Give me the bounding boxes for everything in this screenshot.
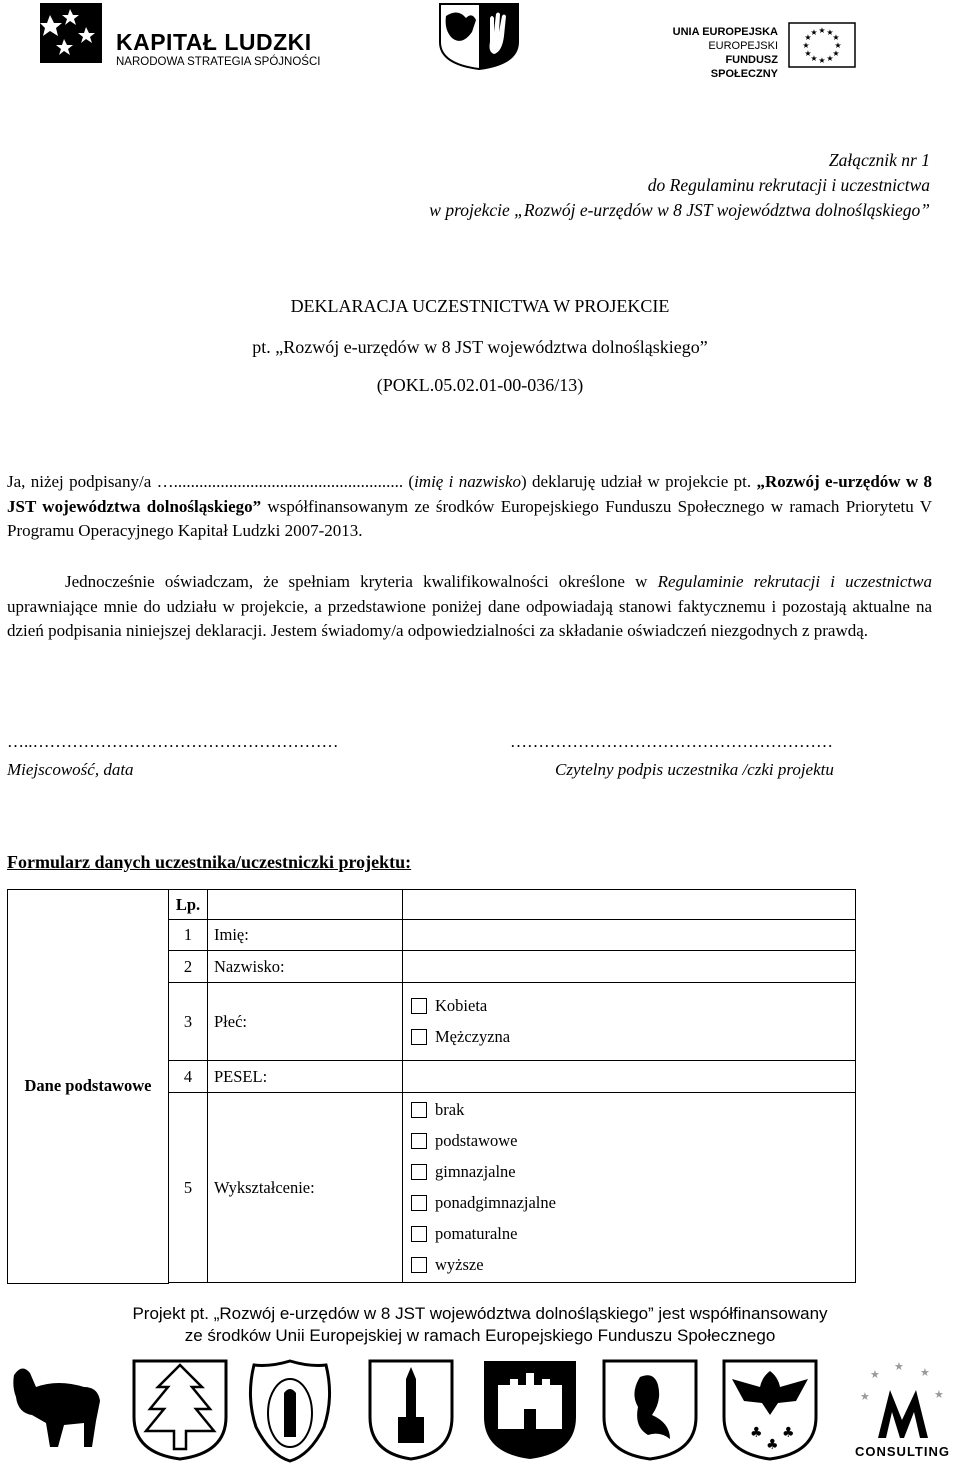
place-date-field[interactable]: …..……………………………………………… [7, 732, 339, 751]
pesel-label: PESEL: [208, 1061, 403, 1093]
checkbox-edu-none[interactable] [411, 1102, 427, 1118]
m-consulting-emblem-icon [850, 1360, 955, 1444]
mermaid-crest-icon [600, 1357, 700, 1461]
svg-text:★: ★ [920, 1366, 930, 1379]
section-label: Dane podstawowe [8, 890, 169, 1284]
svg-text:★: ★ [826, 28, 834, 37]
eu-line1: UNIA EUROPEJSKA [672, 26, 778, 38]
tree-crest-icon [130, 1357, 230, 1461]
svg-text:★: ★ [870, 1368, 880, 1381]
svg-text:♣: ♣ [766, 1437, 779, 1453]
svg-text:★: ★ [832, 49, 840, 58]
last-name-label: Nazwisko: [208, 951, 403, 983]
svg-text:★: ★ [818, 56, 826, 65]
svg-text:★: ★ [810, 28, 818, 37]
footer-line1: Projekt pt. „Rozwój e-urzędów w 8 JST województwa dolnośląskiego” jest współfinansowany [132, 1304, 828, 1323]
education-options: brak podstawowe gimnazjalne ponadgimnazjalne pomaturalne wyższe [403, 1093, 856, 1283]
place-date-label: Miejscowość, data [7, 760, 134, 779]
footer-text [0, 1303, 960, 1347]
project-code: (POKL.05.02.01-00-036/13) [376, 375, 584, 395]
form-heading: Formularz danych uczestnika/uczestniczki projektu: [7, 852, 412, 872]
signature-label: Czytelny podpis uczestnika /czki projektu [555, 760, 834, 779]
eu-logo [660, 25, 930, 80]
kl-subtitle: NARODOWA STRATEGIA SPÓJNOŚCI [116, 56, 321, 68]
dolnoslaskie-coat-of-arms-icon [438, 2, 520, 70]
declaration-paragraph-2: Jednocześnie oświadczam, że spełniam kryteria kwalifikowalności określone w Regulaminie rekrutacji i uczestnictwa uprawniające mnie do udziału w projekcie, a przedstawione poniżej dane odpowiadają stanowi faktycznemu i pozostają aktualne na dzień podpisania niniejszej deklaracji. Jestem świadomy/a odpowiedzialności za składanie oświadczeń niezgodnych z prawdą. [7, 572, 932, 640]
svg-text:★: ★ [804, 33, 812, 42]
svg-text:★: ★ [804, 49, 812, 58]
participant-data-table [7, 889, 856, 1284]
kl-title: KAPITAŁ LUDZKI [116, 29, 312, 55]
footer-line2: ze środków Unii Europejskiej w ramach Europejskiego Funduszu Społecznego [184, 1326, 776, 1345]
eu-flag-icon [788, 22, 856, 68]
svg-text:★: ★ [832, 33, 840, 42]
gender-options [403, 983, 856, 1061]
first-name-label: Imię: [208, 920, 403, 951]
svg-text:★: ★ [894, 1360, 904, 1373]
svg-text:★: ★ [834, 41, 842, 50]
annex-line1: Załącznik nr 1 [828, 150, 930, 170]
lp-header: Lp. [169, 890, 208, 920]
declaration-paragraph-1: Ja, niżej podpisany/a …...................................................... (imię i nazwisko) deklaruję udział w projekcie pt. „Rozwój e-urzędów w 8 JST województwa dolnośląskiego” współfinansowanym ze środków Europejskiego Funduszu Społecznego w ramach Priorytetu V Programu Operacyjnego Kapitał Ludzki 2007-2013. [7, 472, 932, 540]
svg-text:♣: ♣ [782, 1425, 795, 1441]
project-name-bold: „Rozwój e-urzędów w 8 JST województwa dolnośląskiego” [7, 472, 932, 516]
education-label: Wykształcenie: [208, 1093, 403, 1283]
svg-text:★: ★ [810, 54, 818, 63]
option-female: Kobieta [435, 996, 488, 1015]
annex-line2: do Regulaminu rekrutacji i uczestnictwa [647, 175, 930, 195]
consulting-text: CONSULTING [855, 1444, 950, 1459]
checkbox-male[interactable] [411, 1029, 427, 1045]
svg-text:★: ★ [826, 54, 834, 63]
bull-crest-icon [8, 1357, 108, 1457]
tower-crest-icon [366, 1357, 456, 1461]
table-row: 3 Płeć: Kobieta Mężczyzna [8, 983, 856, 1061]
ornate-crest-icon [240, 1357, 340, 1465]
first-name-input[interactable] [403, 920, 856, 951]
svg-text:♣: ♣ [750, 1425, 763, 1441]
checkbox-edu-lower-secondary[interactable] [411, 1164, 427, 1180]
table-row: 5 Wykształcenie: brak podstawowe gimnazjalne ponadgimnazjalne pomaturalne wyższe [8, 1093, 856, 1283]
last-name-input[interactable] [403, 951, 856, 983]
annex-header [429, 148, 930, 223]
checkbox-edu-post-secondary[interactable] [411, 1226, 427, 1242]
declaration-title: DEKLARACJA UCZESTNICTWA W PROJEKCIE [290, 296, 670, 316]
table-row: 1 Imię: [8, 920, 856, 951]
project-name: pt. „Rozwój e-urzędów w 8 JST województwa dolnośląskiego” [252, 337, 708, 357]
checkbox-female[interactable] [411, 998, 427, 1014]
pesel-input[interactable] [403, 1061, 856, 1093]
svg-text:★: ★ [934, 1388, 944, 1401]
table-row: 2 Nazwisko: [8, 951, 856, 983]
kapital-ludzki-logo [40, 3, 340, 68]
kapital-ludzki-emblem-icon [40, 3, 102, 63]
castle-crest-icon [480, 1357, 580, 1461]
option-male: Mężczyzna [435, 1027, 511, 1046]
signature-field[interactable]: ………………………………………………… [510, 732, 833, 751]
svg-text:★: ★ [860, 1390, 870, 1403]
table-row: 4 PESEL: [8, 1061, 856, 1093]
eu-line2: EUROPEJSKI [708, 40, 778, 52]
name-hint: imię i nazwisko [414, 472, 522, 491]
checkbox-edu-upper-secondary[interactable] [411, 1195, 427, 1211]
eu-line3: FUNDUSZ SPOŁECZNY [710, 54, 778, 80]
annex-line3: w projekcie „Rozwój e-urzędów w 8 JST województwa dolnośląskiego” [429, 200, 930, 220]
checkbox-edu-primary[interactable] [411, 1133, 427, 1149]
eagle-crest-icon [720, 1357, 820, 1461]
m-consulting-logo [850, 1360, 955, 1464]
svg-text:★: ★ [802, 41, 810, 50]
svg-text:★: ★ [818, 26, 826, 35]
checkbox-edu-higher[interactable] [411, 1257, 427, 1273]
regulation-name: Regulaminie rekrutacji i uczestnictwa [657, 572, 932, 591]
gender-label: Płeć: [208, 983, 403, 1061]
